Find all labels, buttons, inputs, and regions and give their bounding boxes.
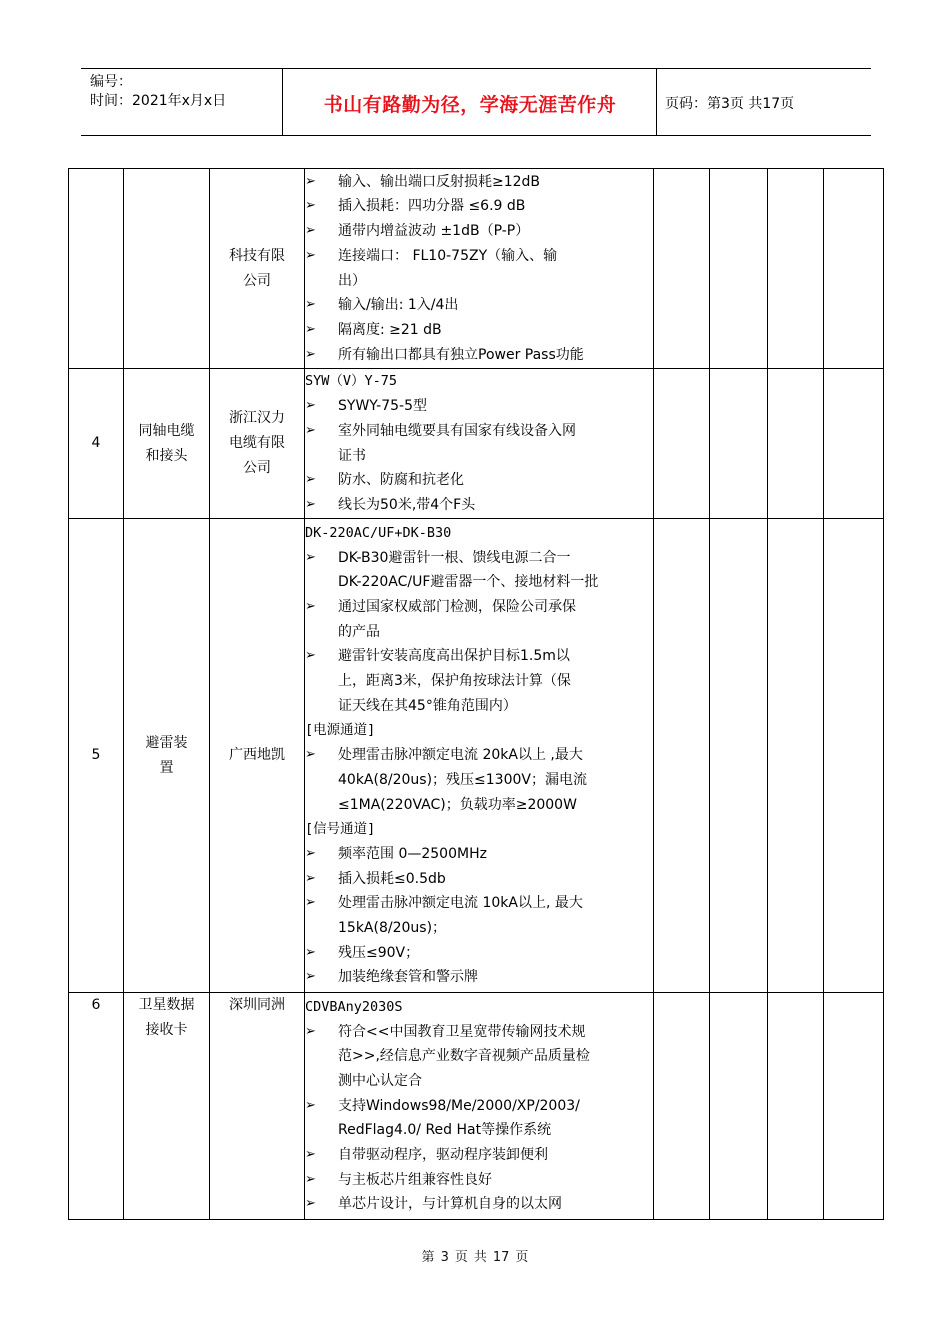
spec-line: 单芯片设计，与计算机自身的以太网 — [338, 1196, 562, 1213]
empty-cell — [824, 993, 884, 1220]
spec-section-heading: [信号通道] — [305, 821, 376, 838]
arrow-bullet-icon: ➢ — [305, 1196, 316, 1212]
arrow-bullet-icon: ➢ — [305, 1023, 316, 1039]
spec-bullet-item — [305, 219, 653, 244]
arrow-bullet-icon: ➢ — [305, 648, 316, 664]
spec-line: 连接端口： FL10-75ZY（输入、输 — [338, 247, 558, 264]
spec-bullet-text — [338, 170, 540, 195]
empty-cell — [654, 169, 710, 369]
item-name-cell — [124, 993, 210, 1220]
arrow-bullet-icon: ➢ — [305, 1171, 316, 1187]
spec-line: 的产品 — [338, 623, 380, 640]
arrow-bullet-icon: ➢ — [305, 496, 316, 512]
manufacturer-cell — [210, 993, 305, 1220]
arrow-bullet-icon: ➢ — [305, 895, 316, 911]
spec-line: ≤1MA(220VAC)；负载功率≥2000W — [338, 796, 577, 813]
manufacturer-cell-text: 广西地凯 — [229, 747, 285, 764]
spec-bullet-item — [305, 468, 653, 493]
spec-line: DK-B30避雷针一根、馈线电源二合一 — [338, 549, 571, 566]
table-row — [69, 369, 884, 519]
item-name-cell — [124, 369, 210, 519]
equipment-spec-table — [68, 168, 884, 1220]
manufacturer-cell-text: 公司 — [243, 459, 271, 476]
spec-line: SYWY-75-5型 — [338, 398, 427, 415]
page-header — [81, 68, 871, 136]
spec-bullet-text — [338, 546, 598, 595]
empty-cell — [768, 169, 824, 369]
header-motto: 书山有路勤为径，学海无涯苦作舟 — [323, 93, 617, 116]
spec-line: 40kA(8/20us)；残压≤1300V；漏电流 — [338, 771, 587, 788]
spec-bullet-text — [338, 891, 583, 940]
spec-line: 插入损耗≤0.5db — [338, 870, 446, 887]
specification-cell — [305, 519, 654, 993]
spec-bullet-item — [305, 1168, 653, 1193]
arrow-bullet-icon: ➢ — [305, 845, 316, 861]
spec-bullet-item — [305, 842, 653, 867]
spec-line: 范>>,经信息产业数字音视频产品质量检 — [338, 1048, 590, 1065]
spec-line: 避雷针安装高度高出保护目标1.5m以 — [338, 648, 570, 665]
spec-bullet-item — [305, 1094, 653, 1143]
spec-line: 测中心认定合 — [338, 1072, 422, 1089]
spec-bullet-text — [338, 1192, 562, 1217]
spec-line: 通过国家权威部门检测，保险公司承保 — [338, 598, 576, 615]
spec-bullet-text — [338, 493, 475, 518]
empty-cell — [654, 369, 710, 519]
spec-bullet-item — [305, 891, 653, 940]
arrow-bullet-icon: ➢ — [305, 969, 316, 985]
spec-model-title: DK-220AC/UF+DK-B30 — [305, 524, 452, 541]
manufacturer-cell-text: 浙江汉力 — [229, 410, 285, 427]
spec-line: DK-220AC/UF避雷器一个、接地材料一批 — [338, 574, 599, 591]
spec-line: 自带驱动程序，驱动程序装卸便利 — [338, 1147, 548, 1164]
spec-bullet-text — [338, 743, 587, 817]
specification-cell — [305, 169, 654, 369]
arrow-bullet-icon: ➢ — [305, 321, 316, 337]
spec-line: 室外同轴电缆要具有国家有线设备入网 — [338, 422, 576, 439]
manufacturer-cell — [210, 169, 305, 369]
document-number-label: 编号： — [90, 74, 132, 90]
item-number: 4 — [91, 435, 101, 452]
empty-cell — [654, 993, 710, 1220]
specification-cell — [305, 993, 654, 1220]
spec-line: RedFlag4.0/ Red Hat等操作系统 — [338, 1122, 552, 1139]
arrow-bullet-icon: ➢ — [305, 223, 316, 239]
spec-line: 证书 — [338, 447, 366, 464]
spec-bullet-text — [338, 219, 529, 244]
spec-line: 插入损耗：四功分器 ≤6.9 dB — [338, 198, 526, 215]
spec-model-title: CDVBAny2030S — [305, 998, 403, 1015]
manufacturer-cell-text: 科技有限 — [229, 247, 285, 264]
arrow-bullet-icon: ➢ — [305, 346, 316, 362]
empty-cell — [710, 169, 768, 369]
empty-cell — [824, 369, 884, 519]
arrow-bullet-icon: ➢ — [305, 944, 316, 960]
spec-line: 符合<<中国教育卫星宽带传输网技术规 — [338, 1023, 586, 1040]
spec-bullet-item — [305, 1020, 653, 1094]
spec-line: 证天线在其45°锥角范围内） — [338, 697, 517, 714]
spec-line: 支持Windows98/Me/2000/XP/2003/ — [338, 1097, 580, 1114]
arrow-bullet-icon: ➢ — [305, 297, 316, 313]
spec-bullet-item — [305, 644, 653, 718]
spec-bullet-text — [338, 595, 576, 644]
spec-bullet-item — [305, 595, 653, 644]
arrow-bullet-icon: ➢ — [305, 549, 316, 565]
arrow-bullet-icon: ➢ — [305, 598, 316, 614]
spec-line: 处理雷击脉冲额定电流 10kA以上, 最大 — [338, 895, 583, 912]
spec-line: 与主板芯片组兼容性良好 — [338, 1171, 492, 1188]
table-row — [69, 519, 884, 993]
spec-bullet-item — [305, 194, 653, 219]
header-page-info: 页码：第3页 共17页 — [665, 96, 795, 112]
spec-bullet-text — [338, 343, 584, 368]
table-row — [69, 993, 884, 1220]
empty-cell — [710, 369, 768, 519]
spec-bullet-text — [338, 941, 419, 966]
spec-bullet-text — [338, 468, 464, 493]
spec-bullet-item — [305, 743, 653, 817]
spec-bullet-text — [338, 1094, 580, 1143]
spec-line: 线长为50米,带4个F头 — [338, 496, 476, 513]
arrow-bullet-icon: ➢ — [305, 398, 316, 414]
spec-model-title: SYW（V）Y-75 — [305, 373, 398, 390]
spec-bullet-text — [338, 194, 525, 219]
spec-bullet-text — [338, 644, 571, 718]
spec-line: 频率范围 0—2500MHz — [338, 845, 487, 862]
spec-line: 所有输出口都具有独立Power Pass功能 — [338, 346, 584, 363]
spec-bullet-text — [338, 394, 427, 419]
item-name-cell-text: 卫星数据 — [138, 997, 195, 1013]
table-row — [69, 169, 884, 369]
specification-cell — [305, 369, 654, 519]
item-name-cell-text: 和接头 — [145, 447, 188, 464]
arrow-bullet-icon: ➢ — [305, 173, 316, 189]
empty-cell — [768, 519, 824, 993]
arrow-bullet-icon: ➢ — [305, 1147, 316, 1163]
spec-bullet-text — [338, 419, 576, 468]
spec-bullet-text — [338, 1168, 492, 1193]
footer-prefix: 第 — [421, 1250, 435, 1265]
empty-cell — [710, 993, 768, 1220]
table-body — [69, 169, 884, 1220]
spec-line: 上，距离3米，保护角按球法计算（保 — [338, 673, 571, 690]
spec-bullet-item — [305, 318, 653, 343]
arrow-bullet-icon: ➢ — [305, 870, 316, 886]
spec-bullet-text — [338, 842, 487, 867]
empty-cell — [824, 519, 884, 993]
spec-bullet-text — [338, 1143, 548, 1168]
manufacturer-cell — [210, 519, 305, 993]
spec-line: 加装绝缘套管和警示牌 — [338, 969, 478, 986]
spec-line: 15kA(8/20us)； — [338, 920, 447, 937]
header-meta — [90, 73, 226, 111]
spec-bullet-item — [305, 546, 653, 595]
spec-line: 残压≤90V； — [338, 944, 420, 961]
spec-line: 防水、防腐和抗老化 — [338, 472, 464, 489]
spec-line: 出） — [338, 272, 366, 289]
arrow-bullet-icon: ➢ — [305, 472, 316, 488]
spec-bullet-item — [305, 493, 653, 518]
manufacturer-cell-text: 深圳同洲 — [229, 997, 285, 1013]
spec-bullet-item — [305, 170, 653, 195]
spec-bullet-item — [305, 1143, 653, 1168]
empty-cell — [710, 519, 768, 993]
spec-bullet-item — [305, 244, 653, 293]
spec-bullet-item — [305, 394, 653, 419]
arrow-bullet-icon: ➢ — [305, 422, 316, 438]
spec-bullet-item — [305, 941, 653, 966]
manufacturer-cell — [210, 369, 305, 519]
spec-bullet-item — [305, 419, 653, 468]
manufacturer-cell-text: 公司 — [243, 272, 271, 289]
arrow-bullet-icon: ➢ — [305, 1097, 316, 1113]
item-name-cell-text: 接收卡 — [145, 1021, 188, 1038]
document-date-label: 时间：2021年x月x日 — [90, 93, 227, 109]
spec-line: 通带内增益波动 ±1dB（P-P） — [338, 223, 530, 240]
spec-line: 隔离度: ≥21 dB — [338, 321, 442, 338]
item-number: 5 — [91, 747, 101, 764]
footer-current-page: 3 — [440, 1250, 449, 1265]
item-number-cell — [69, 993, 124, 1220]
item-name-cell — [124, 519, 210, 993]
arrow-bullet-icon: ➢ — [305, 198, 316, 214]
spec-bullet-text — [338, 965, 478, 990]
spec-bullet-text — [338, 293, 458, 318]
spec-bullet-item — [305, 965, 653, 990]
empty-cell — [768, 993, 824, 1220]
item-number-cell — [69, 519, 124, 993]
spec-bullet-item — [305, 343, 653, 368]
arrow-bullet-icon: ➢ — [305, 747, 316, 763]
item-name-cell-text: 避雷装 — [145, 734, 188, 751]
footer-total-pages: 17 — [492, 1250, 510, 1265]
spec-bullet-text — [338, 1020, 590, 1094]
spec-bullet-text — [338, 318, 442, 343]
spec-bullet-text — [338, 244, 557, 293]
item-number: 6 — [91, 997, 101, 1013]
spec-bullet-item — [305, 867, 653, 892]
spec-line: 输入/输出: 1入/4出 — [338, 297, 459, 314]
footer-total-label: 共 — [473, 1250, 487, 1265]
footer-page-word: 页 — [454, 1250, 468, 1265]
arrow-bullet-icon: ➢ — [305, 247, 316, 263]
spec-line: 处理雷击脉冲额定电流 20kA以上 ,最大 — [338, 747, 583, 764]
item-name-cell — [124, 169, 210, 369]
spec-bullet-item — [305, 1192, 653, 1217]
empty-cell — [654, 519, 710, 993]
spec-line: 输入、输出端口反射损耗≥12dB — [338, 173, 541, 190]
item-name-cell-text: 同轴电缆 — [138, 422, 195, 439]
manufacturer-cell-text: 电缆有限 — [229, 435, 285, 452]
spec-section-heading: [电源通道] — [305, 722, 376, 739]
spec-bullet-item — [305, 293, 653, 318]
empty-cell — [824, 169, 884, 369]
item-number-cell — [69, 369, 124, 519]
empty-cell — [768, 369, 824, 519]
item-number-cell — [69, 169, 124, 369]
footer-suffix: 页 — [515, 1250, 529, 1265]
item-name-cell-text: 置 — [159, 759, 174, 776]
page-footer — [0, 1246, 950, 1265]
spec-bullet-text — [338, 867, 446, 892]
